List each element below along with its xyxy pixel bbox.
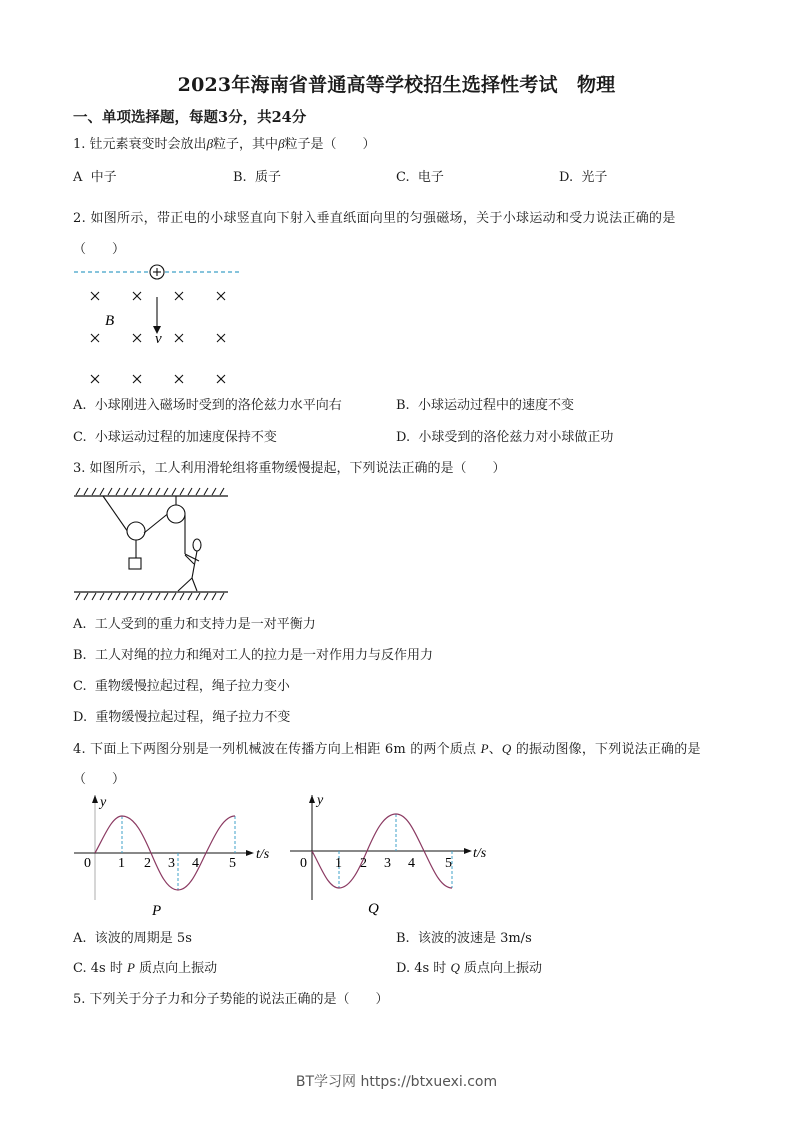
question-3-option-b[interactable]: B. 工人对绳的拉力和绳对工人的拉力是一对作用力与反作用力 [73,648,433,663]
chart-title-q: Q [368,901,379,917]
question-number: 2. [73,211,87,226]
svg-text:y: y [317,793,324,808]
svg-text:3: 3 [168,856,175,871]
question-number: 1. [73,137,86,152]
vibration-chart-q [280,785,500,920]
pulley-figure [60,482,260,604]
question-2-stem: 2. 如图所示，带正电的小球竖直向下射入垂直纸面向里的匀强磁场，关于小球运动和受力说法正确的是 [73,211,676,226]
svg-text:5: 5 [229,856,236,871]
question-number: 5. [73,992,86,1007]
question-number: 3. [73,461,86,476]
svg-text:1: 1 [335,856,342,871]
svg-text:3: 3 [384,856,391,871]
svg-text:2: 2 [144,856,151,871]
question-2-option-b[interactable]: B. 小球运动过程中的速度不变 [396,398,574,413]
svg-text:y: y [100,795,107,810]
svg-text:t/s: t/s [256,847,270,862]
question-2-option-d[interactable]: D. 小球受到的洛伦兹力对小球做正功 [396,430,614,445]
footer-watermark: BT学习网 https://btxuexi.com [295,1074,498,1090]
question-number: 4. [73,742,86,757]
question-3-option-a[interactable]: A. 工人受到的重力和支持力是一对平衡力 [73,617,316,632]
question-2-option-a[interactable]: A. 小球刚进入磁场时受到的洛伦兹力水平向右 [73,398,342,413]
question-1-stem: 1. 钍元素衰变时会放出β粒子，其中β粒子是（ ） [73,136,376,152]
page-title: 2023年海南省普通高等学校招生选择性考试 物理 [177,74,616,96]
question-3-option-c[interactable]: C. 重物缓慢拉起过程，绳子拉力变小 [73,679,290,694]
svg-text:0: 0 [84,856,91,871]
question-5-stem: 5. 下列关于分子力和分子势能的说法正确的是（ ） [73,992,389,1007]
question-1-option-b[interactable]: B. 质子 [233,170,281,185]
section-heading: 一、单项选择题，每题3分，共24分 [73,109,307,126]
svg-text:4: 4 [192,856,199,871]
svg-text:0: 0 [300,856,307,871]
svg-text:2: 2 [360,856,367,871]
svg-text:4: 4 [408,856,415,871]
question-1-option-d[interactable]: D. 光子 [559,170,608,185]
magnetic-field-figure [60,258,260,390]
question-3-option-d[interactable]: D. 重物缓慢拉起过程，绳子拉力不变 [73,710,291,725]
question-1-option-c[interactable]: C. 电子 [396,170,444,185]
svg-text:t/s: t/s [473,846,487,861]
chart-title-p: P [152,903,162,919]
question-4-stem-cont: （ ） [73,772,126,787]
svg-text:5: 5 [445,856,452,871]
vibration-chart-p [60,785,280,920]
question-4-option-a[interactable]: A. 该波的周期是 5s [73,931,192,946]
question-4-option-d[interactable]: D. 4s 时 Q 质点向上振动 [396,960,542,976]
question-1-option-a[interactable]: A 中子 [73,170,117,185]
velocity-label-v: v [155,331,162,347]
question-4-option-b[interactable]: B. 该波的波速是 3m/s [396,931,532,946]
question-2-stem-cont: （ ） [73,242,126,257]
question-2-option-c[interactable]: C. 小球运动过程的加速度保持不变 [73,430,277,445]
question-4-option-c[interactable]: C. 4s 时 P 质点向上振动 [73,960,218,976]
field-label-b: B [105,313,115,329]
question-3-stem: 3. 如图所示，工人利用滑轮组将重物缓慢提起，下列说法正确的是（ ） [73,461,506,476]
svg-text:1: 1 [118,856,125,871]
question-4-stem: 4. 下面上下两图分别是一列机械波在传播方向上相距 6m 的两个质点 P、Q 的振动图像，下列说法正确的是 [73,741,701,757]
